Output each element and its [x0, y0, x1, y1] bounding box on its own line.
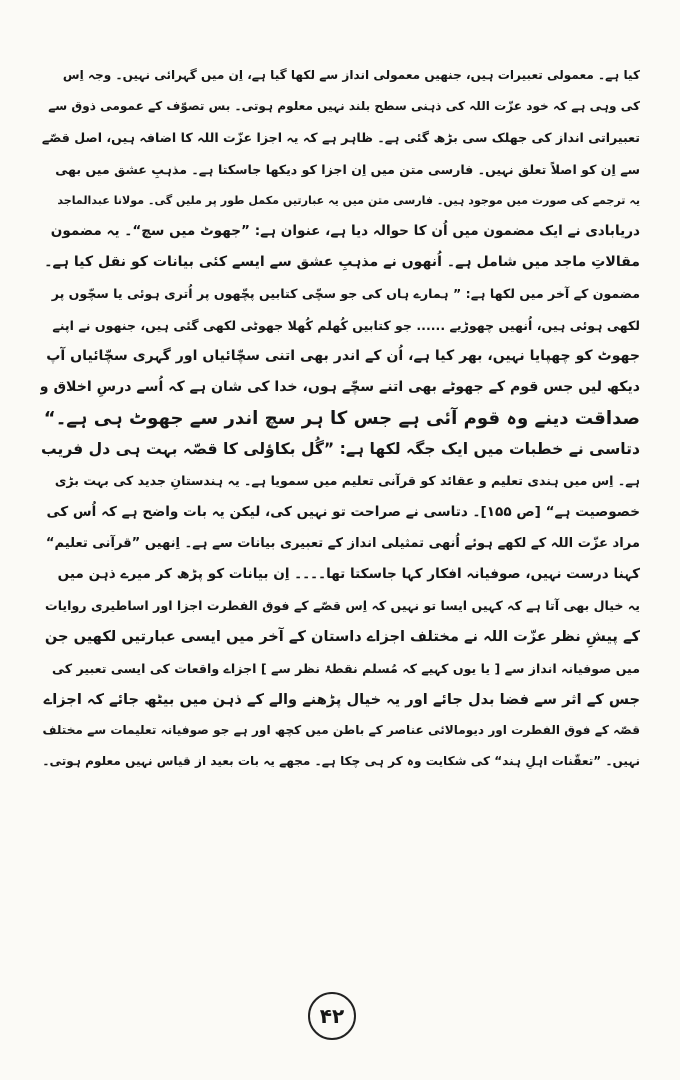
text-line-4: سے اِن کو اصلاً تعلق نہیں۔ فارسی متن میں اِن اجزا کو دیکھا جاسکتا ہے۔ مذہبِ عشق میں بھی: [55, 161, 640, 177]
body-text: [40, 60, 640, 777]
text-line-8: مضمون کے آخر میں لکھا ہے: ” ہمارے ہاں کی جو سچّی کتابیں پچّھوں پر اُتری ہوئی یا سچّوں پر: [51, 286, 640, 302]
text-line-20: میں صوفیانہ انداز سے [ یا یوں کہیے کہ مُسلم نقطۂ نظر سے ] اجزاے واقعات کی ایسی تعبیر کی: [52, 660, 640, 676]
text-line-11: دیکھ لیں جس قوم کے جھوٹے بھی اتنے سچّے ہوں، خدا کی شان ہے کہ اُسے درسِ اخلاق و: [40, 378, 640, 395]
text-line-12: صداقت دینے وہ قوم آئی ہے جس کا ہر سچ اندر سے جھوٹ ہی ہے۔“: [43, 408, 640, 430]
text-line-16: مراد عزّت اللہ کے لکھے ہوئے اُنھی تمثیلی انداز کے تعبیری بیانات سے ہے۔ اِنھیں ”قرآنی تعلیم“: [45, 535, 640, 551]
text-line-19: کے پیشِ نظر عزّت اللہ نے مختلف اجزاے داستان کے آخر میں ایسی عبارتیں لکھیں جن: [44, 628, 640, 646]
text-line-10: جھوٹ کو چھپایا نہیں، بھر کیا ہے، اُن کے اندر بھی اتنی سچّائیاں اور گہری سچّائیاں آپ: [46, 347, 640, 364]
text-line-9: لکھی ہوئی ہیں، اُنھیں چھوڑیے ...... جو کتابیں کُھلم کُھلا جھوٹی لکھی گئی ہیں، جنھوں نے اپنے: [52, 317, 640, 333]
text-line-7: مقالاتِ ماجد میں شامل ہے۔ اُنھوں نے مذہبِ عشق سے ایسے کئی بیانات کو نقل کیا ہے۔: [44, 254, 640, 271]
text-line-6: دریابادی نے ایک مضمون میں اُن کا حوالہ دیا ہے، عنوان ہے: ”جھوٹ میں سچ“۔ یہ مضمون: [50, 222, 640, 239]
text-line-1: کیا ہے۔ معمولی تعبیرات ہیں، جنھیں معمولی انداز سے لکھا گیا ہے، اِن میں گہرائی نہیں۔ وجہ اِس: [62, 68, 640, 82]
text-line-15: خصوصیت ہے“ [ص ۱۵۵]۔ دتاسی نے صراحت تو نہیں کی، لیکن یہ بات واضح ہے کہ اُس کی: [46, 503, 640, 520]
text-line-13: دتاسی نے خطبات میں ایک جگہ لکھا ہے: ”گُل بکاؤلی کا قصّہ بہت ہی دل فریب: [40, 440, 640, 459]
text-line-14: ہے۔ اِس میں ہندی تعلیم و عقائد کو قرآنی تعلیم میں سمویا ہے۔ یہ ہندستانِ جدید کی بہت بڑی: [54, 473, 640, 489]
text-line-2: کی وہی ہے کہ خود عزّت اللہ کی ذہنی سطح بلند نہیں معلوم ہوتی۔ بس تصوّف کے عمومی ذوق سے: [48, 99, 640, 114]
page-number: ۴۲: [308, 992, 356, 1040]
text-line-21: جس کے اثر سے فضا بدل جائے اور یہ خیال پڑھنے والے کے ذہن میں بیٹھ جائے کہ اجزاے: [43, 690, 640, 708]
text-line-22: قصّہ کے فوق الفطرت اور دیومالائی عناصر کے باطن میں کچھ اور ہے جو صوفیانہ تعلیمات سے مختلف: [42, 722, 640, 737]
text-line-3: تعبیراتی انداز کی جھلک سی بڑھ گئی ہے۔ ظاہر ہے کہ یہ اجزا عزّت اللہ کا اضافہ ہیں، اصل قصّے: [41, 130, 640, 146]
text-line-23: نہیں۔ ”تعقّنات اہلِ ہند“ کی شکایت وہ کر ہی چکا ہے۔ مجھے یہ بات بعید از قیاس نہیں معلوم ہوتی۔: [42, 754, 640, 769]
text-line-17: کہنا درست نہیں، صوفیانہ افکار کہا جاسکتا تھا۔۔۔۔ اِن بیانات کو پڑھ کر میرے ذہن میں: [57, 566, 640, 582]
text-line-5: یہ ترجمے کی صورت میں موجود ہیں۔ فارسی متن میں یہ عبارتیں مکمل طور پر ملیں گی۔ مولانا عبدالماجد: [57, 193, 640, 207]
text-line-18: یہ خیال بھی آتا ہے کہ کہیں ایسا تو نہیں کہ اِس قصّے کے فوق الفطرت اجزا اور اساطیری روایات: [45, 598, 640, 614]
